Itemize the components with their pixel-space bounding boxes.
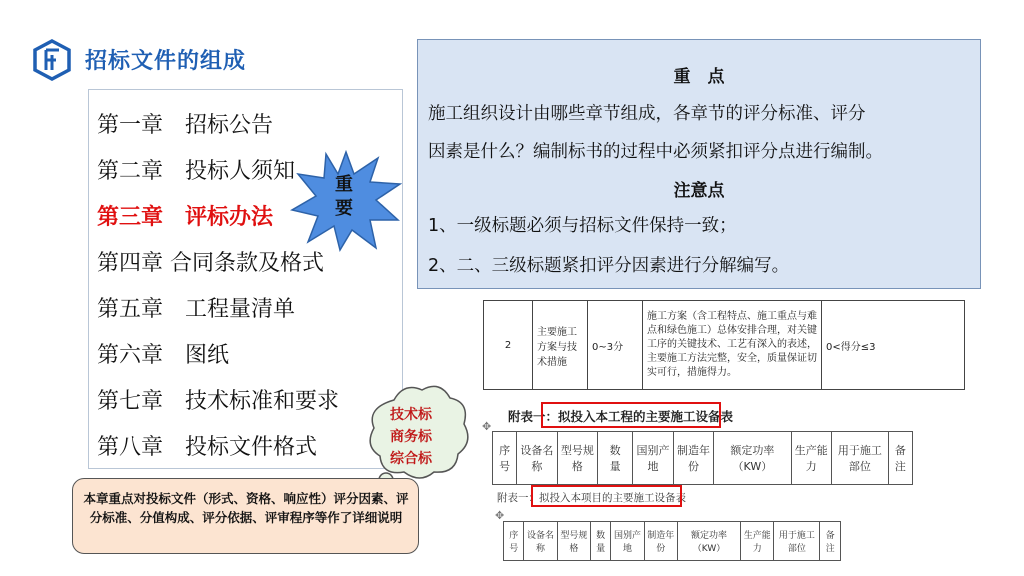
table-cell: 施工方案（含工程特点、施工重点与难点和绿色施工）总体安排合理，对关键工序的关键技术、工艺有深入的表述，主要施工方法完整，安全，质量保证切实可行，措施得力。 [643, 301, 822, 390]
table-header-cell: 数量 [590, 522, 610, 561]
table-cell: 0<得分≤3 [822, 301, 965, 390]
table-header-row [504, 522, 841, 561]
appendix-title-highlight [531, 485, 682, 507]
move-handle-icon[interactable]: ✥ [495, 509, 505, 522]
equipment-table [492, 431, 913, 485]
table-header-cell: 生产能力 [741, 522, 774, 561]
chapter-list [88, 89, 403, 469]
table-header-row [493, 432, 913, 485]
appendix-label: 附表一：拟投入本项目的主要施工设备表 [497, 492, 686, 504]
table-row [484, 301, 965, 390]
table-header-cell: 国别产地 [611, 522, 644, 561]
key-point-heading: 重 点 [673, 67, 725, 87]
table-cell: 2 [484, 301, 533, 390]
chapter-item: 第一章 招标公告 [97, 113, 274, 138]
scoring-table [483, 300, 965, 390]
table-header-cell: 备注 [888, 432, 912, 485]
table-header-cell: 备注 [820, 522, 841, 561]
key-point-text: 施工组织设计由哪些章节组成，各章节的评分标准、评分 [428, 104, 866, 124]
equipment-table [503, 521, 841, 561]
table-header-cell: 设备名称 [517, 432, 557, 485]
chapter-item: 第四章 合同条款及格式 [97, 251, 325, 276]
key-point-panel [417, 39, 981, 289]
chapter-item: 第八章 投标文件格式 [97, 435, 318, 460]
table-header-cell: 制造年份 [673, 432, 713, 485]
appendix-label: 附表一：拟投入本工程的主要施工设备表 [508, 409, 734, 424]
table-header-cell: 生产能力 [791, 432, 831, 485]
table-cell: 0~3分 [588, 301, 643, 390]
table-header-cell: 型号规格 [557, 522, 590, 561]
chapter-item: 第五章 工程量清单 [97, 297, 296, 322]
page-title: 招标文件的组成 [85, 49, 247, 74]
chapter-note [72, 478, 419, 554]
chapter-note-text: 本章重点对投标文件（形式、资格、响应性）评分因素、评分标准、分值构成、评分依据、评审程序等作了详细说明 [83, 491, 409, 525]
table-header-cell: 国别产地 [633, 432, 673, 485]
chapter-item: 第二章 投标人须知 [97, 159, 296, 184]
table-header-cell: 序号 [504, 522, 524, 561]
notes-item: 1、一级标题必须与招标文件保持一致； [428, 216, 737, 236]
table-header-cell: 序号 [493, 432, 517, 485]
notes-heading: 注意点 [673, 181, 725, 201]
bid-types-label: 技术标 商务标 综合标 [390, 407, 432, 467]
appendix-title-highlight [541, 402, 721, 428]
move-handle-icon[interactable]: ✥ [482, 420, 492, 433]
table-header-cell: 用于施工部位 [774, 522, 820, 561]
table-header-cell: 额定功率（KW） [714, 432, 791, 485]
table-header-cell: 数 量 [598, 432, 633, 485]
table-header-cell: 设备名称 [524, 522, 557, 561]
chapter-item: 第七章 技术标准和要求 [97, 389, 340, 414]
key-point-text: 因素是什么？编制标书的过程中必须紧扣评分点进行编制。 [428, 142, 883, 162]
table-header-cell: 制造年份 [644, 522, 677, 561]
table-header-cell: 额定功率（KW） [677, 522, 740, 561]
chapter-item-highlighted: 第三章 评标办法 [97, 205, 274, 230]
table-header-cell: 型号规格 [557, 432, 597, 485]
chapter-item: 第六章 图纸 [97, 343, 230, 368]
table-cell: 主要施工方案与技术措施 [533, 301, 588, 390]
table-header-cell: 用于施工部位 [831, 432, 888, 485]
important-label: 重 要 [335, 174, 353, 219]
notes-item: 2、二、三级标题紧扣评分因素进行分解编写。 [428, 256, 790, 276]
company-logo-icon [30, 38, 74, 82]
